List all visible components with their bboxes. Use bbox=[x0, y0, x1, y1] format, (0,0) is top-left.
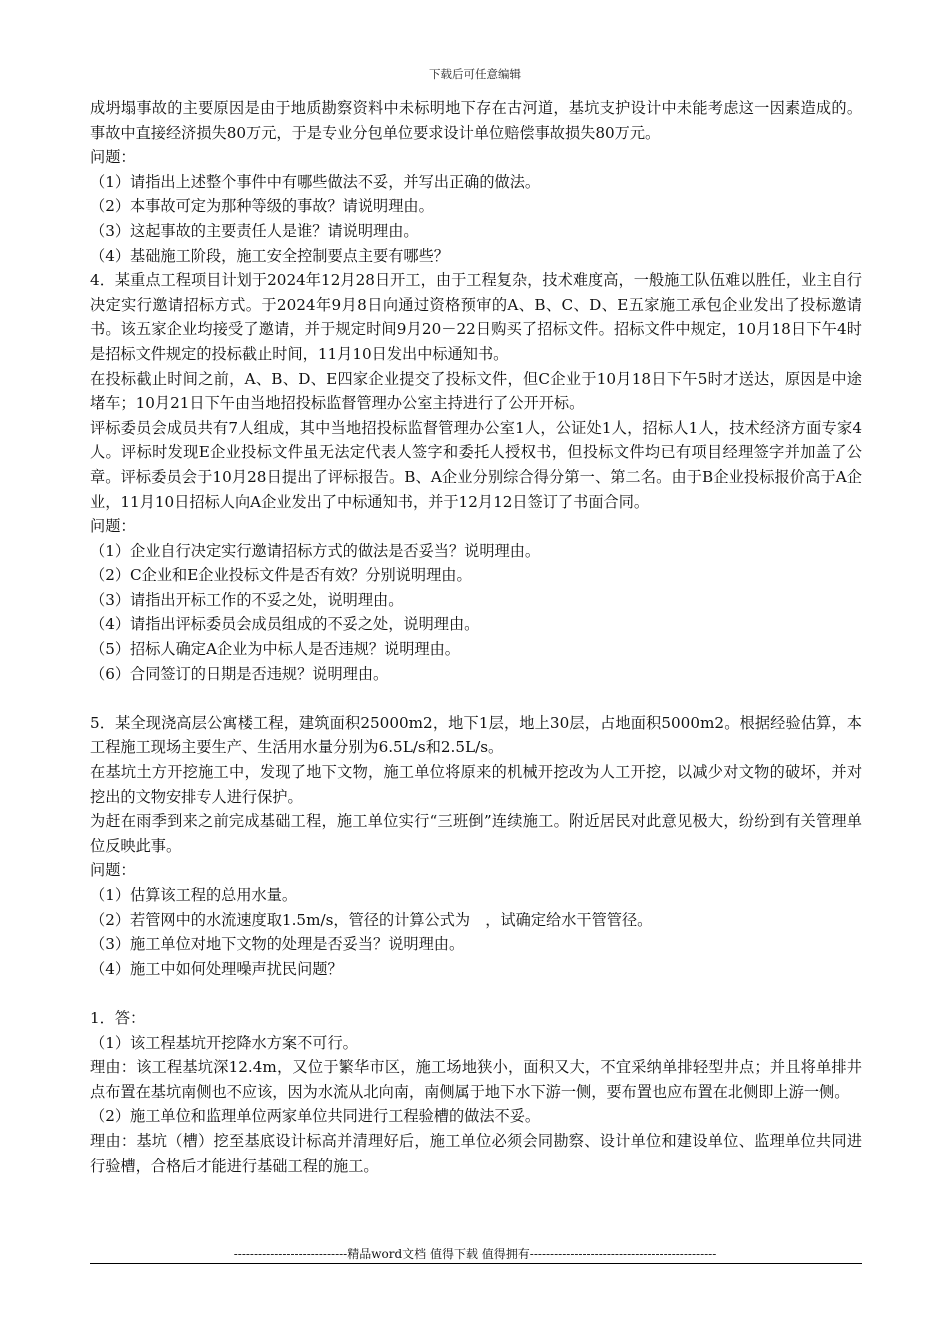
paragraph: （2）若管网中的水流速度取1.5m/s，管径的计算公式为 ，试确定给水干管管径。 bbox=[90, 910, 653, 929]
paragraph: 评标委员会成员共有7人组成，其中当地招投标监督管理办公室1人，公证处1人，招标人1人，技术经济方面专家4人。评标时发现E企业投标文件虽无法定代表人签字和委托人授权书，但投标文件均已有项目经理签字并加盖了公章。评标委员会于10月28日提出了评标报告。B、A企业分别综合得分第一、第二名。由于B企业投标报价高于A企业，11月10日招标人向A企业发出了中标通知书，并于12月12日签订了书面合同。 bbox=[90, 418, 862, 511]
footer-divider bbox=[90, 1263, 862, 1264]
paragraph: （5）招标人确定A企业为中标人是否违规？说明理由。 bbox=[90, 640, 460, 659]
blank-line bbox=[90, 686, 862, 711]
paragraph: （2）施工单位和监理单位两家单位共同进行工程验槽的做法不妥。 bbox=[90, 1107, 541, 1126]
paragraph: （2）本事故可定为那种等级的事故？请说明理由。 bbox=[90, 197, 434, 216]
paragraph: 在投标截止时间之前，A、B、D、E四家企业提交了投标文件，但C企业于10月18日下午5时才送达，原因是中途堵车；10月21日下午由当地招投标监督管理办公室主持进行了公开开标。 bbox=[90, 369, 862, 413]
paragraph: 问题： bbox=[90, 148, 136, 167]
paragraph: 理由：该工程基坑深12.4m，又位于繁华市区，施工场地狭小，面积又大，不宜采纳单排轻型井点；并且将单排井点布置在基坑南侧也不应该，因为水流从北向南，南侧属于地下水下游一侧，要布置也应布置在北侧即上游一侧。 bbox=[90, 1058, 862, 1101]
paragraph: （1）请指出上述整个事件中有哪些做法不妥，并写出正确的做法。 bbox=[90, 172, 541, 191]
paragraph: （4）施工中如何处理噪声扰民问题？ bbox=[90, 959, 343, 978]
paragraph: 理由：基坑（槽）挖至基底设计标高并清理好后，施工单位必须会同勘察、设计单位和建设单位、监理单位共同进行验槽，合格后才能进行基础工程的施工。 bbox=[90, 1131, 862, 1175]
paragraph: （3）请指出开标工作的不妥之处，说明理由。 bbox=[90, 590, 404, 609]
paragraph: （4）请指出评标委员会成员组成的不妥之处，说明理由。 bbox=[90, 615, 480, 634]
blank-line bbox=[90, 981, 862, 1006]
paragraph: 4．某重点工程项目计划于2024年12月28日开工，由于工程复杂，技术难度高，一般施工队伍难以胜任，业主自行决定实行邀请招标方式。于2024年9月8日向通过资格预审的A、B、C、D、E五家施工承包企业发出了投标邀请书。该五家企业均接受了邀请，并于规定时间9月20－22日购买了招标文件。招标文件中规定，10月18日下午4时是招标文件规定的投标截止时间，11月10日发出中标通知书。 bbox=[90, 271, 862, 363]
paragraph: （3）施工单位对地下文物的处理是否妥当？说明理由。 bbox=[90, 935, 465, 954]
paragraph: 1．答： bbox=[90, 1008, 146, 1027]
paragraph: 问题： bbox=[90, 517, 136, 536]
paragraph: 在基坑土方开挖施工中，发现了地下文物，施工单位将原来的机械开挖改为人工开挖，以减少对文物的破坏，并对挖出的文物安排专人进行保护。 bbox=[90, 763, 862, 806]
paragraph: 问题： bbox=[90, 861, 136, 880]
paragraph: （1）该工程基坑开挖降水方案不可行。 bbox=[90, 1033, 358, 1052]
paragraph: 成坍塌事故的主要原因是由于地质勘察资料中未标明地下存在古河道，基坑支护设计中未能考虑这一因素造成的。事故中直接经济损失80万元，于是专业分包单位要求设计单位赔偿事故损失80万元。 bbox=[90, 99, 862, 142]
page-footer: ----------------------------精品word文档 值得下载 值得拥有---------------------------------------------- bbox=[233, 1247, 717, 1261]
paragraph: 5．某全现浇高层公寓楼工程，建筑面积25000m2，地下1层，地上30层，占地面积5000m2。根据经验估算，本工程施工现场主要生产、生活用水量分别为6.5L/s和2.5L/s。 bbox=[90, 713, 862, 757]
paragraph: （2）C企业和E企业投标文件是否有效？分别说明理由。 bbox=[90, 566, 472, 585]
document-body bbox=[90, 96, 862, 1178]
paragraph: （6）合同签订的日期是否违规？说明理由。 bbox=[90, 664, 389, 683]
page-header: 下载后可任意编辑 bbox=[429, 67, 521, 81]
paragraph: （1）估算该工程的总用水量。 bbox=[90, 886, 298, 904]
paragraph: 为赶在雨季到来之前完成基础工程，施工单位实行“三班倒”连续施工。附近居民对此意见极大，纷纷到有关管理单位反映此事。 bbox=[90, 812, 862, 855]
paragraph: （1）企业自行决定实行邀请招标方式的做法是否妥当？说明理由。 bbox=[90, 541, 541, 560]
paragraph: （4）基础施工阶段，施工安全控制要点主要有哪些？ bbox=[90, 246, 449, 265]
paragraph: （3）这起事故的主要责任人是谁？请说明理由。 bbox=[90, 221, 419, 240]
